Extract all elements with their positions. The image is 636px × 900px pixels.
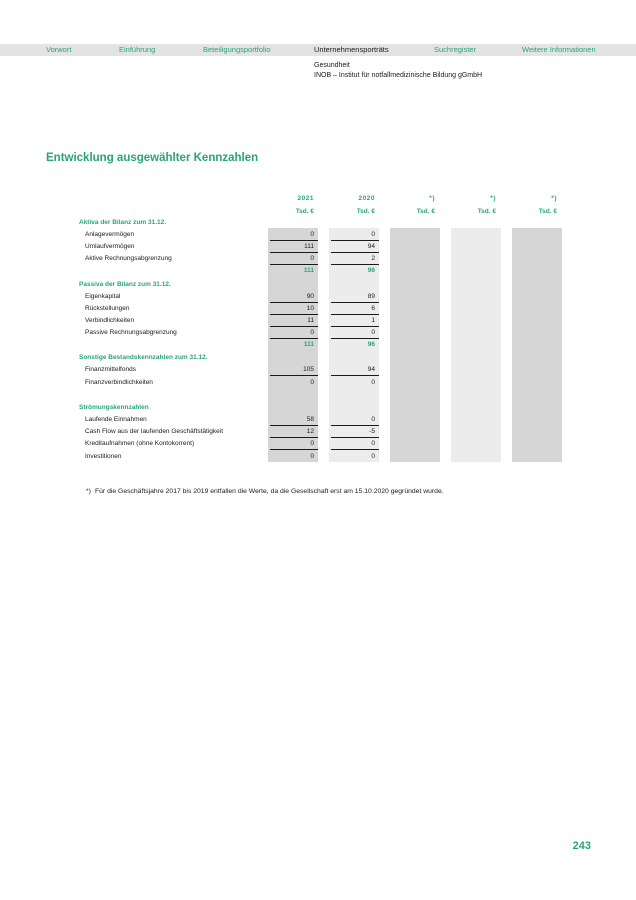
value-2020: 0 [371,231,375,238]
row-label: Kreditaufnahmen (ohne Kontokorrent) [85,440,195,447]
table-row [0,352,636,364]
footnote-text: Für die Geschäftsjahre 2017 bis 2019 entfallen die Werte, da die Gesellschaft erst am 15.10.2020 gegründet wurde. [95,488,444,495]
row-label: Verbindlichkeiten [85,317,135,324]
footnote-mark: *) [86,488,91,495]
table-row [0,253,636,265]
value-2020: 2 [371,255,375,262]
total-2021: 111 [303,341,314,348]
page-number: 243 [572,840,591,852]
row-label: Eigenkapital [85,293,121,300]
value-2020: 0 [371,329,375,336]
row-label: Laufende Einnahmen [85,416,147,423]
underline [331,449,379,450]
section-title: Entwicklung ausgewählter Kennzahlen [46,152,259,164]
value-2021: 105 [303,366,314,373]
underline [331,375,379,376]
value-2021: 0 [310,231,314,238]
table-row [0,279,636,291]
table-row [0,438,636,450]
group-heading: Passiva der Bilanz zum 31.12. [79,281,171,288]
table-row [0,377,636,389]
table-row-total [0,339,636,351]
nav-item-beteiligungsportfolio[interactable]: Beteiligungsportfolio [203,45,271,54]
table-row [0,229,636,241]
table-row [0,315,636,327]
column-header-unit: Tsd. € [356,208,375,215]
column-header-unit: Tsd. € [538,208,557,215]
value-2021: 12 [306,428,314,435]
table-row [0,364,636,376]
value-2020: 89 [367,293,375,300]
group-heading: Aktiva der Bilanz zum 31.12. [79,219,167,226]
value-2021: 90 [306,293,314,300]
row-label: Rückstellungen [85,305,130,312]
table-row [0,414,636,426]
category-label: Gesundheit [314,62,350,69]
column-header-year: *) [429,195,435,202]
value-2020: 0 [371,379,375,386]
value-2021: 11 [307,317,314,324]
row-label: Investitionen [85,453,122,460]
row-label: Finanzmittelfonds [85,366,136,373]
column-header-year: *) [551,195,557,202]
table-row [0,402,636,414]
value-2020: 1 [371,317,375,324]
value-2020: -5 [369,428,375,435]
nav-item-einfuehrung[interactable]: Einführung [119,45,156,54]
total-2020: 96 [367,341,375,348]
column-header-unit: Tsd. € [295,208,314,215]
total-2020: 96 [367,267,375,274]
value-2021: 10 [306,305,314,312]
column-header-year: 2021 [297,195,314,202]
nav-item-vorwort[interactable]: Vorwort [46,45,72,54]
total-2021: 111 [303,267,314,274]
table-row [0,451,636,463]
value-2021: 0 [310,440,314,447]
row-label: Anlagevermögen [85,231,135,238]
nav-item-weitere-informationen[interactable]: Weitere Informationen [522,45,596,54]
value-2021: 0 [310,453,314,460]
value-2021: 111 [304,243,314,250]
top-navigation [0,44,636,56]
row-label: Cash Flow aus der laufenden Geschäftstätigkeit [85,428,224,435]
company-name: INOB – Institut für notfallmedizinische Bildung gGmbH [314,72,483,79]
value-2021: 58 [306,416,314,423]
table-row [0,426,636,438]
row-label: Aktive Rechnungsabgrenzung [85,255,172,262]
column-header-unit: Tsd. € [477,208,496,215]
column-header-year: *) [490,195,496,202]
table-row [0,327,636,339]
nav-item-unternehmensportraets[interactable]: Unternehmensporträts [314,45,389,54]
table-row [0,303,636,315]
value-2020: 0 [371,453,375,460]
column-header-year: 2020 [358,195,375,202]
row-label: Finanzverbindlichkeiten [85,379,153,386]
value-2020: 0 [371,440,375,447]
group-heading: Strömungskennzahlen [79,404,149,411]
table-row [0,217,636,229]
row-label: Umlaufvermögen [85,243,135,250]
underline [270,449,318,450]
value-2020: 6 [371,305,375,312]
value-2021: 0 [310,329,314,336]
row-label: Passive Rechnungsabgrenzung [85,329,177,336]
value-2020: 94 [367,366,375,373]
group-heading: Sonstige Bestandskennzahlen zum 31.12. [79,354,208,361]
underline [270,375,318,376]
table-row [0,291,636,303]
table-row [0,241,636,253]
table-row-total [0,265,636,277]
value-2020: 0 [371,416,375,423]
value-2020: 94 [367,243,375,250]
nav-item-suchregister[interactable]: Suchregister [434,45,477,54]
value-2021: 0 [310,255,314,262]
value-2021: 0 [310,379,314,386]
column-header-unit: Tsd. € [416,208,435,215]
